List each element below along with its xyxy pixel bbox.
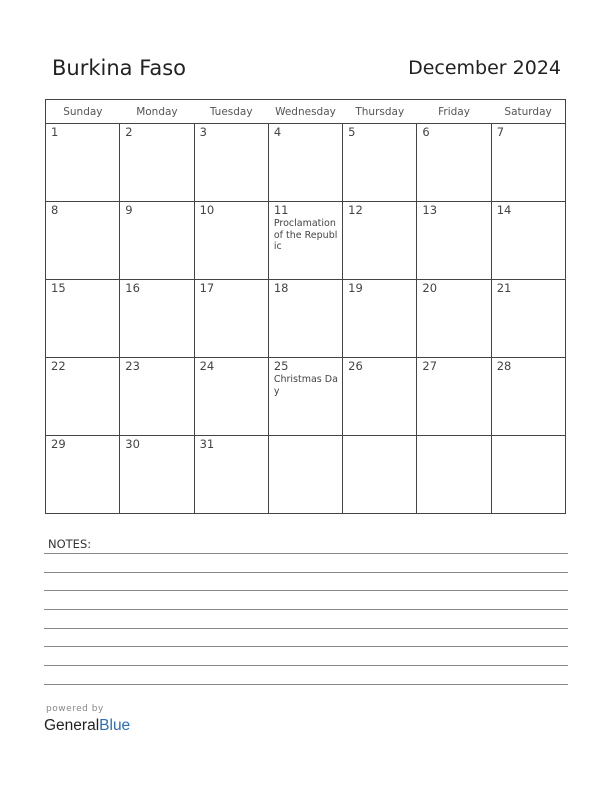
calendar-day-cell <box>343 358 417 436</box>
day-number: 26 <box>348 359 363 373</box>
day-number: 19 <box>348 281 363 295</box>
calendar-day-cell <box>417 202 491 280</box>
day-number: 1 <box>51 125 59 139</box>
calendar-day-cell <box>46 358 120 436</box>
calendar-day-cell <box>343 124 417 202</box>
day-number: 15 <box>51 281 66 295</box>
calendar-day-cell <box>194 358 268 436</box>
calendar-week-row <box>46 280 566 358</box>
calendar-day-cell <box>194 124 268 202</box>
day-number: 22 <box>51 359 66 373</box>
powered-by-text: powered by <box>46 704 104 714</box>
note-line <box>44 646 568 647</box>
day-number: 14 <box>496 203 512 217</box>
calendar-week-row <box>46 358 566 436</box>
calendar-day-cell <box>46 202 120 280</box>
calendar-day-cell <box>491 202 565 280</box>
calendar-day-cell <box>194 280 268 358</box>
day-number: 8 <box>51 203 59 217</box>
day-number: 29 <box>51 437 66 451</box>
note-line <box>44 684 568 685</box>
day-number: 4 <box>273 125 282 139</box>
calendar-day-cell <box>417 436 491 514</box>
day-number: 21 <box>496 281 512 295</box>
weekday-friday: Friday <box>417 100 491 124</box>
calendar-day-cell <box>120 280 194 358</box>
logo-blue-text: Blue <box>99 717 131 734</box>
calendar-day-cell <box>491 436 565 514</box>
day-number: 27 <box>422 359 438 373</box>
calendar-week-row <box>46 436 566 514</box>
day-number: 28 <box>496 359 512 373</box>
note-line <box>44 609 568 610</box>
day-number: 7 <box>496 125 505 139</box>
calendar-day-cell <box>46 124 120 202</box>
calendar-day-cell <box>120 124 194 202</box>
notes-label: NOTES: <box>48 537 92 551</box>
weekday-header-row <box>46 100 566 124</box>
calendar-day-cell <box>343 202 417 280</box>
day-number <box>417 436 490 438</box>
weekday-tuesday: Tuesday <box>194 100 268 124</box>
day-number: 31 <box>199 437 215 451</box>
note-line <box>44 572 568 573</box>
day-number: 18 <box>273 281 289 295</box>
day-number <box>343 436 416 438</box>
weekday-saturday: Saturday <box>491 100 565 124</box>
calendar-day-cell <box>120 358 194 436</box>
calendar-day-cell <box>268 202 342 280</box>
holiday-label: Christmas Day <box>273 374 338 397</box>
calendar-day-cell <box>268 280 342 358</box>
calendar-day-cell <box>120 436 194 514</box>
calendar-day-cell <box>46 280 120 358</box>
note-line <box>44 628 568 629</box>
day-number <box>269 436 342 438</box>
day-number: 20 <box>422 281 438 295</box>
day-number: 10 <box>199 203 215 217</box>
weekday-sunday: Sunday <box>46 100 120 124</box>
weekday-wednesday: Wednesday <box>268 100 342 124</box>
note-line <box>44 553 568 554</box>
day-number: 13 <box>422 203 438 217</box>
day-number: 12 <box>348 203 363 217</box>
calendar-day-cell <box>491 124 565 202</box>
day-number: 24 <box>199 359 215 373</box>
day-number: 23 <box>125 359 140 373</box>
day-number: 2 <box>125 125 133 139</box>
calendar-day-cell <box>417 124 491 202</box>
calendar-day-cell <box>268 436 342 514</box>
day-number: 17 <box>199 281 215 295</box>
holiday-label: Proclamation of the Republic <box>273 218 338 252</box>
calendar-week-row <box>46 202 566 280</box>
day-number <box>492 436 565 438</box>
day-number: 16 <box>125 281 140 295</box>
calendar-day-cell <box>343 436 417 514</box>
calendar-day-cell <box>194 202 268 280</box>
day-number: 11 <box>273 203 289 217</box>
calendar-day-cell <box>120 202 194 280</box>
calendar-day-cell <box>417 358 491 436</box>
note-line <box>44 590 568 591</box>
calendar-day-cell <box>46 436 120 514</box>
day-number: 30 <box>125 437 140 451</box>
calendar-day-cell <box>343 280 417 358</box>
calendar-day-cell <box>491 280 565 358</box>
country-title: Burkina Faso <box>52 56 187 80</box>
note-line <box>44 665 568 666</box>
calendar-day-cell <box>268 124 342 202</box>
calendar-day-cell <box>417 280 491 358</box>
weekday-monday: Monday <box>120 100 194 124</box>
calendar-day-cell <box>268 358 342 436</box>
calendar-week-row <box>46 124 566 202</box>
calendar-day-cell <box>194 436 268 514</box>
weekday-thursday: Thursday <box>343 100 417 124</box>
generalblue-logo[interactable] <box>44 717 130 735</box>
day-number: 25 <box>273 359 289 373</box>
day-number: 6 <box>422 125 430 139</box>
logo-general-text: General <box>44 717 100 734</box>
calendar-day-cell <box>491 358 565 436</box>
month-year-title: December 2024 <box>408 57 561 79</box>
day-number: 9 <box>125 203 133 217</box>
day-number: 3 <box>199 125 207 139</box>
day-number: 5 <box>348 125 356 139</box>
calendar-grid <box>45 99 566 514</box>
